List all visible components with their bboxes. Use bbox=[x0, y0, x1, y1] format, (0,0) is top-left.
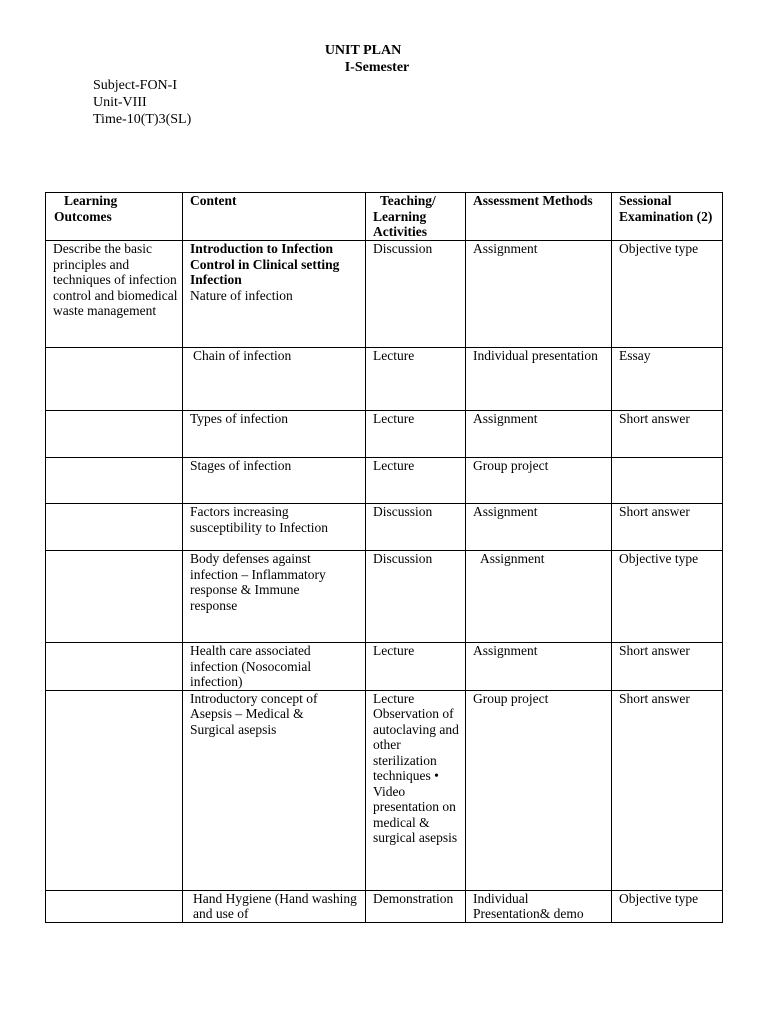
assessment-cell: Assignment bbox=[466, 643, 612, 691]
table-row bbox=[46, 690, 723, 890]
exam-cell: Short answer bbox=[612, 504, 723, 551]
column-header-content: Content bbox=[183, 193, 366, 241]
activity-cell: Lecture bbox=[366, 458, 466, 504]
activity-cell: Discussion bbox=[366, 551, 466, 643]
activity-cell: Demonstration bbox=[366, 890, 466, 922]
column-header-assessment: Assessment Methods bbox=[466, 193, 612, 241]
exam-cell: Short answer bbox=[612, 643, 723, 691]
exam-cell: Objective type bbox=[612, 890, 723, 922]
outcome-cell bbox=[46, 890, 183, 922]
activity-cell: Lecture bbox=[366, 348, 466, 411]
content-cell: Stages of infection bbox=[183, 458, 366, 504]
table-row bbox=[46, 241, 723, 348]
activity-cell: Discussion bbox=[366, 504, 466, 551]
content-cell: Introductory concept of Asepsis – Medical & Surgical asepsis bbox=[183, 690, 366, 890]
column-header-activities: Teaching/ Learning Activities bbox=[366, 193, 466, 241]
outcome-cell bbox=[46, 458, 183, 504]
content-text: Nature of infection bbox=[190, 287, 293, 303]
exam-cell: Short answer bbox=[612, 411, 723, 458]
table-row bbox=[46, 890, 723, 922]
assessment-cell: Group project bbox=[466, 458, 612, 504]
table-row bbox=[46, 458, 723, 504]
assessment-cell: Assignment bbox=[466, 411, 612, 458]
exam-cell: Short answer bbox=[612, 690, 723, 890]
assessment-cell: Assignment bbox=[466, 551, 612, 643]
exam-cell: Objective type bbox=[612, 551, 723, 643]
table-row bbox=[46, 551, 723, 643]
unit-line: Unit-VIII bbox=[93, 95, 147, 110]
table-row bbox=[46, 643, 723, 691]
semester-subtitle: I-Semester bbox=[344, 60, 410, 75]
exam-cell bbox=[612, 458, 723, 504]
content-heading: Introduction to Infection Control in Clinical setting Infection bbox=[190, 241, 340, 287]
outcome-cell: Describe the basic principles and techniques of infection control and biomedical waste management bbox=[46, 241, 183, 348]
outcome-cell bbox=[46, 504, 183, 551]
outcome-cell bbox=[46, 690, 183, 890]
assessment-cell: Assignment bbox=[466, 504, 612, 551]
content-cell: Factors increasing susceptibility to Infection bbox=[183, 504, 366, 551]
table-row bbox=[46, 411, 723, 458]
content-cell: Hand Hygiene (Hand washing and use of bbox=[183, 890, 366, 922]
content-cell: Types of infection bbox=[183, 411, 366, 458]
unit-plan-table bbox=[45, 192, 723, 923]
column-header-exam: Sessional Examination (2) bbox=[612, 193, 723, 241]
table-row bbox=[46, 504, 723, 551]
outcome-cell bbox=[46, 411, 183, 458]
exam-cell: Objective type bbox=[612, 241, 723, 348]
outcome-cell bbox=[46, 643, 183, 691]
activity-cell: Lecture bbox=[366, 411, 466, 458]
page-title: UNIT PLAN bbox=[324, 43, 402, 58]
outcome-cell bbox=[46, 348, 183, 411]
activity-cell: Discussion bbox=[366, 241, 466, 348]
content-cell: Health care associated infection (Nosocomial infection) bbox=[183, 643, 366, 691]
assessment-cell: Individual Presentation& demo bbox=[466, 890, 612, 922]
table-header-row bbox=[46, 193, 723, 241]
activity-cell: Lecture Observation of autoclaving and other sterilization techniques • Video presentation on medical & surgical asepsis bbox=[366, 690, 466, 890]
exam-cell: Essay bbox=[612, 348, 723, 411]
activity-cell: Lecture bbox=[366, 643, 466, 691]
assessment-cell: Assignment bbox=[466, 241, 612, 348]
content-cell bbox=[183, 241, 366, 348]
subject-line: Subject-FON-I bbox=[93, 78, 177, 93]
content-cell: Body defenses against infection – Inflammatory response & Immune response bbox=[183, 551, 366, 643]
table-row bbox=[46, 348, 723, 411]
assessment-cell: Individual presentation bbox=[466, 348, 612, 411]
time-line: Time-10(T)3(SL) bbox=[93, 112, 192, 127]
assessment-cell: Group project bbox=[466, 690, 612, 890]
unit-meta bbox=[93, 77, 191, 128]
column-header-learning-outcomes: Learning Outcomes bbox=[46, 193, 183, 241]
content-cell: Chain of infection bbox=[183, 348, 366, 411]
outcome-cell bbox=[46, 551, 183, 643]
